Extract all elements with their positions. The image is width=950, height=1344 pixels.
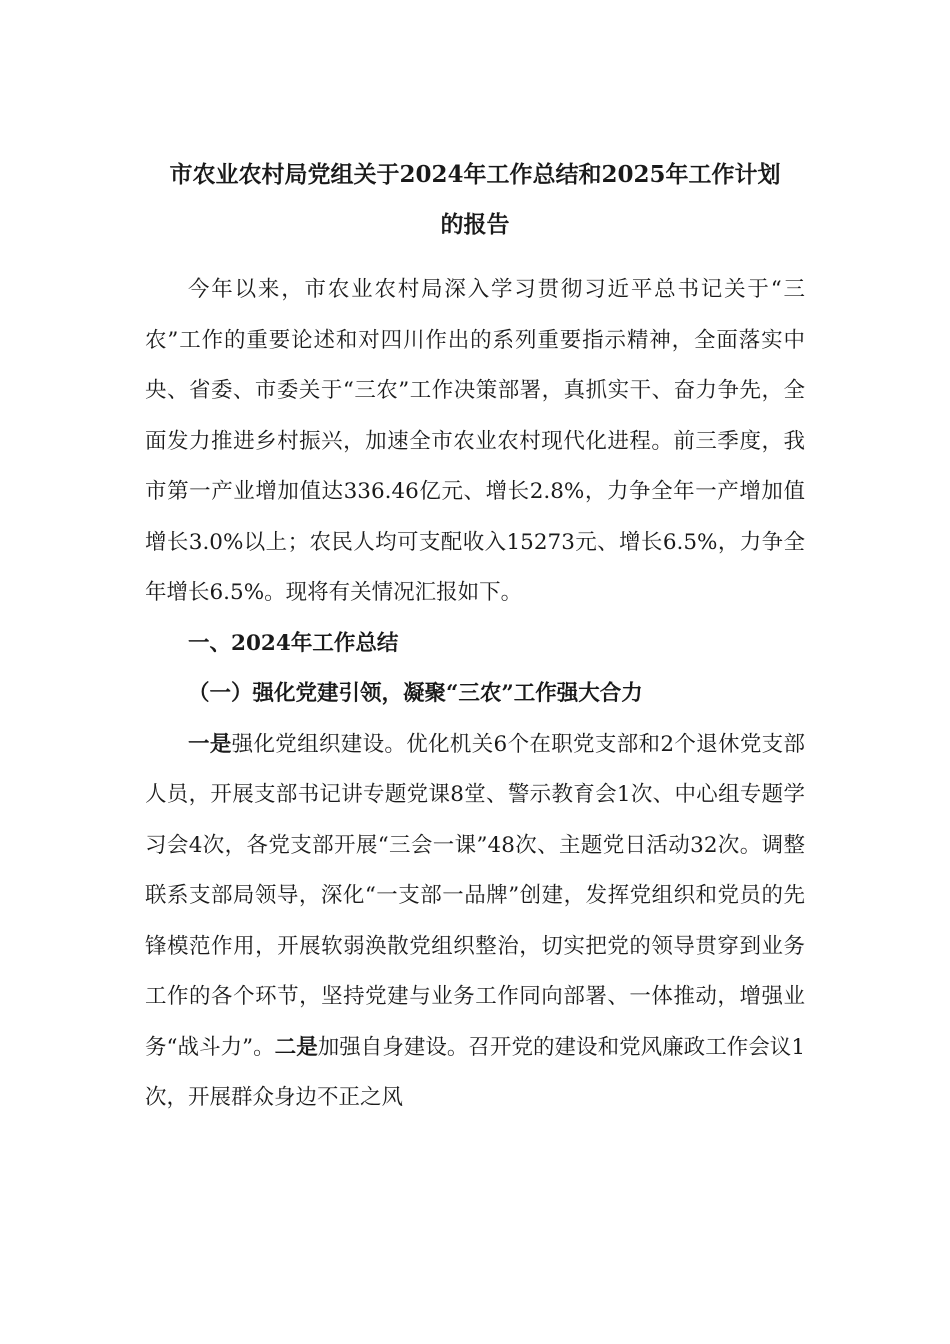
lead-phrase-1: 一是 [188,731,232,757]
intro-paragraph: 今年以来，市农业农村局深入学习贯彻习近平总书记关于“三农”工作的重要论述和对四川作出的系列重要指示精神，全面落实中央、省委、市委关于“三农”工作决策部署，真抓实干、奋力争先，全面发力推进乡村振兴，加速全市农业农村现代化进程。前三季度，我市第一产业增加值达336.46亿元、增长2.8%，力争全年一产增加值增长3.0%以上；农民人均可支配收入15273元、增长6.5%，力争全年增长6.5%。现将有关情况汇报如下。 [145,277,805,605]
lead-phrase-2: 二是 [274,1034,318,1060]
title-line-2: 的报告 [440,211,510,238]
paragraph-text-2: 加强自身建设。召开党的建设和党风廉政工作会议1次，开展群众身边不正之风 [145,1034,805,1110]
subsection-heading: （一）强化党建引领，凝聚“三农”工作强大合力 [188,681,643,706]
section-heading: 一、2024年工作总结 [188,630,399,656]
title-line-1: 市农业农村局党组关于2024年工作总结和2025年工作计划 [169,161,781,188]
paragraph-text-1: 强化党组织建设。优化机关6个在职党支部和2个退休党支部人员，开展支部书记讲专题党课8堂、警示教育会1次、中心组专题学习会4次，各党支部开展“三会一课”48次、主题党日活动32次。调整联系支部局领导，深化“一支部一品牌”创建，发挥党组织和党员的先锋模范作用，开展软弱涣散党组织整治，切实把党的领导贯穿到业务工作的各个环节，坚持党建与业务工作同向部署、一体推动，增强业务“战斗力”。 [145,731,805,1060]
document-title [145,150,805,250]
body-paragraph [145,720,805,1124]
document-body [145,265,805,1124]
